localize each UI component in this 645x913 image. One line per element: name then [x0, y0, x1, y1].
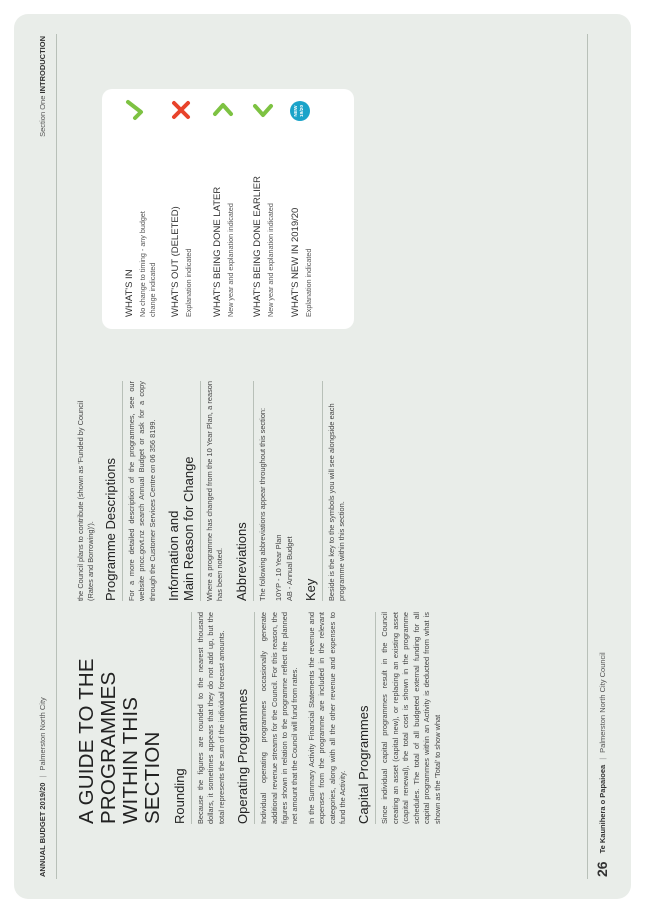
rotated-page — [14, 14, 631, 899]
operating-heading: Operating Programmes — [235, 612, 255, 824]
key-text: Beside is the key to the symbols you will see alongside each programme within this section. — [327, 403, 347, 601]
page-sheet — [14, 14, 631, 899]
key-item-whats-out — [170, 97, 194, 317]
header-divider — [56, 34, 57, 879]
key-item-whats-new — [290, 97, 314, 317]
rounding-text: Because the figures are rounded to the nearest thousand dollars, it sometimes appears that they do not add up, but the total represents the sum of the individual forecast amounts. — [196, 612, 226, 824]
key-item-done-earlier — [252, 97, 276, 317]
document-title: ANNUAL BUDGET 2019/20 — [38, 782, 47, 877]
descriptions-text: For a more detailed description of the programmes, see our website pncc.govt.nz search Annual Budget or ask for a copy through the Customer Services Centre on 06 356 8199. — [126, 381, 157, 601]
page-header-left: ANNUAL BUDGET 2019/20|Palmerston North City — [38, 697, 47, 877]
maori-council-name: Te Kaunihera o Papaioea — [598, 764, 607, 854]
page-number: 26 — [594, 861, 610, 877]
capital-heading: Capital Programmes — [356, 612, 376, 824]
descriptions-heading: Programme Descriptions — [103, 381, 123, 601]
key-item-done-later — [212, 97, 236, 317]
council-name: Palmerston North City — [38, 697, 47, 771]
key-item-title: WHAT'S NEW IN 2019/20 — [290, 207, 301, 317]
section-name: INTRODUCTION — [38, 36, 47, 94]
page-title: A GUIDE TO THE PROGRAMMES WITHIN THIS SECTION — [75, 658, 164, 824]
symbol-key-box — [102, 89, 354, 329]
key-item-title: WHAT'S BEING DONE LATER — [212, 186, 223, 317]
section-prefix: Section One — [38, 95, 47, 137]
check-icon — [124, 99, 146, 121]
abbreviations-text: The following abbreviations appear throughout this section: — [257, 407, 267, 601]
abbreviations-heading: Abbreviations — [234, 381, 254, 601]
new-badge-icon: NEW 19/20 — [290, 99, 312, 121]
key-item-desc: Explanation indicated — [184, 248, 193, 317]
capital-text-continued: the Council plans to contribute (shown as 'Funded by Council (Rates and Borrowing)'). — [76, 400, 96, 601]
council-full-name: Palmerston North City Council — [598, 652, 607, 753]
chevron-right-icon — [212, 99, 234, 121]
information-heading: Information and Main Reason for Change — [166, 381, 201, 601]
key-item-title: WHAT'S IN — [124, 269, 135, 317]
key-item-desc: New year and explanation indicated — [266, 203, 275, 317]
chevron-left-icon — [252, 99, 274, 121]
key-item-title: WHAT'S BEING DONE EARLIER — [252, 176, 263, 317]
key-item-whats-in — [124, 97, 158, 317]
cross-icon — [170, 99, 192, 121]
key-item-desc: New year and explanation indicated — [226, 203, 235, 317]
rounding-heading: Rounding — [172, 612, 192, 824]
key-item-title: WHAT'S OUT (DELETED) — [170, 206, 181, 317]
page-footer: 26Te Kaunihera o Papaioea|Palmerston North City Council — [594, 652, 610, 877]
key-item-desc: No change to timing - any budget change indicated — [138, 211, 157, 317]
abbreviation-item: AB - Annual Budget — [284, 536, 294, 601]
footer-divider — [587, 34, 588, 879]
key-item-desc: Explanation indicated — [304, 248, 313, 317]
abbreviation-item: 10YP - 10 Year Plan — [274, 534, 284, 601]
column-middle — [76, 381, 354, 601]
page-header-right — [38, 36, 47, 137]
operating-text-1: Individual operating programmes occasionally generate additional revenue streams for the Council. For this reason, the figures shown in relation to the programme reflect the planned net amount that the Council will fund from rates. — [259, 612, 300, 824]
capital-text: Since individual capital programmes result in the Council creating an asset (capital new), or replacing an existing asset (capital renewal), the total cost is shown in the programme schedules. The total of all budgeted external funding for all capital programmes within an Activity is deducted from what is shown as the 'Total' to show what — [380, 612, 442, 824]
information-text: Where a programme has changed from the 10 Year Plan, a reason has been noted. — [205, 381, 225, 601]
key-heading: Key — [303, 381, 323, 601]
column-left — [76, 612, 449, 824]
operating-text-2: In the Summary Activity Financial Statements the revenue and expenses from the programme are included in the relevant categories, along with all the other revenue and expenses to fund the Activity. — [306, 612, 348, 824]
